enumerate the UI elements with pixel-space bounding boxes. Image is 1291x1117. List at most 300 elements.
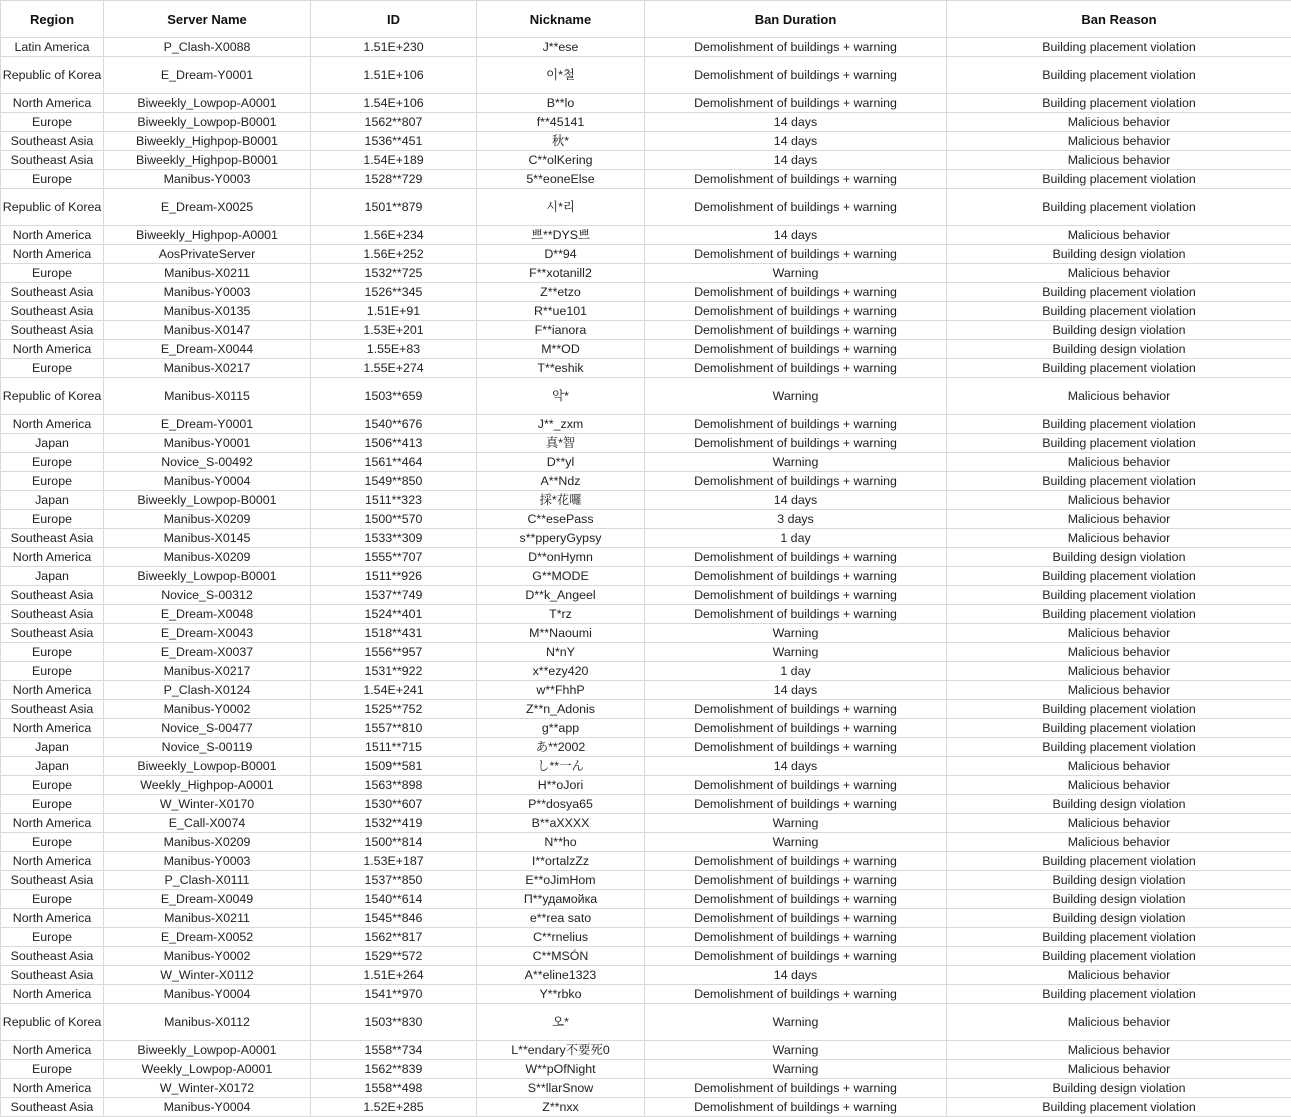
- table-row[interactable]: [1, 776, 1291, 795]
- ban-reason-cell[interactable]: Building design violation: [947, 909, 1291, 928]
- server-name-cell[interactable]: Manibus-Y0002: [104, 947, 311, 966]
- table-row[interactable]: [1, 302, 1291, 321]
- id-cell[interactable]: 1511**926: [311, 567, 477, 586]
- nickname-cell[interactable]: 5**eoneElse: [477, 170, 645, 189]
- id-cell[interactable]: 1.56E+252: [311, 245, 477, 264]
- ban-duration-cell[interactable]: Demolishment of buildings + warning: [645, 245, 947, 264]
- id-cell[interactable]: 1563**898: [311, 776, 477, 795]
- table-row[interactable]: [1, 510, 1291, 529]
- server-name-cell[interactable]: W_Winter-X0170: [104, 795, 311, 814]
- column-header-ban-reason[interactable]: Ban Reason: [947, 1, 1291, 38]
- id-cell[interactable]: 1531**922: [311, 662, 477, 681]
- ban-duration-cell[interactable]: Warning: [645, 833, 947, 852]
- id-cell[interactable]: 1509**581: [311, 757, 477, 776]
- nickname-cell[interactable]: w**FhhP: [477, 681, 645, 700]
- nickname-cell[interactable]: s**pperyGypsy: [477, 529, 645, 548]
- nickname-cell[interactable]: R**ue101: [477, 302, 645, 321]
- ban-reason-cell[interactable]: Malicious behavior: [947, 643, 1291, 662]
- nickname-cell[interactable]: Z**etzo: [477, 283, 645, 302]
- nickname-cell[interactable]: B**aXXXX: [477, 814, 645, 833]
- ban-reason-cell[interactable]: Malicious behavior: [947, 226, 1291, 245]
- region-cell[interactable]: North America: [1, 548, 104, 567]
- table-row[interactable]: [1, 662, 1291, 681]
- server-name-cell[interactable]: P_Clash-X0111: [104, 871, 311, 890]
- ban-reason-cell[interactable]: Malicious behavior: [947, 113, 1291, 132]
- ban-reason-cell[interactable]: Building design violation: [947, 548, 1291, 567]
- ban-duration-cell[interactable]: 14 days: [645, 966, 947, 985]
- region-cell[interactable]: Europe: [1, 472, 104, 491]
- nickname-cell[interactable]: あ**2002: [477, 738, 645, 757]
- ban-reason-cell[interactable]: Malicious behavior: [947, 132, 1291, 151]
- region-cell[interactable]: Southeast Asia: [1, 624, 104, 643]
- ban-duration-cell[interactable]: 3 days: [645, 510, 947, 529]
- nickname-cell[interactable]: S**llarSnow: [477, 1079, 645, 1098]
- ban-reason-cell[interactable]: Building design violation: [947, 890, 1291, 909]
- ban-reason-cell[interactable]: Building placement violation: [947, 719, 1291, 738]
- table-row[interactable]: [1, 738, 1291, 757]
- nickname-cell[interactable]: e**rea sato: [477, 909, 645, 928]
- nickname-cell[interactable]: f**45141: [477, 113, 645, 132]
- ban-reason-cell[interactable]: Malicious behavior: [947, 966, 1291, 985]
- ban-duration-cell[interactable]: Demolishment of buildings + warning: [645, 434, 947, 453]
- region-cell[interactable]: Europe: [1, 643, 104, 662]
- ban-duration-cell[interactable]: 1 day: [645, 529, 947, 548]
- nickname-cell[interactable]: M**Naoumi: [477, 624, 645, 643]
- ban-duration-cell[interactable]: 1 day: [645, 662, 947, 681]
- ban-reason-cell[interactable]: Building design violation: [947, 1079, 1291, 1098]
- id-cell[interactable]: 1537**749: [311, 586, 477, 605]
- ban-reason-cell[interactable]: Building placement violation: [947, 57, 1291, 94]
- region-cell[interactable]: North America: [1, 94, 104, 113]
- table-row[interactable]: [1, 453, 1291, 472]
- nickname-cell[interactable]: 採*花囉: [477, 491, 645, 510]
- nickname-cell[interactable]: D**onHymn: [477, 548, 645, 567]
- region-cell[interactable]: North America: [1, 1041, 104, 1060]
- server-name-cell[interactable]: E_Call-X0074: [104, 814, 311, 833]
- nickname-cell[interactable]: M**OD: [477, 340, 645, 359]
- ban-duration-cell[interactable]: Demolishment of buildings + warning: [645, 567, 947, 586]
- id-cell[interactable]: 1506**413: [311, 434, 477, 453]
- table-row[interactable]: [1, 719, 1291, 738]
- id-cell[interactable]: 1511**715: [311, 738, 477, 757]
- ban-duration-cell[interactable]: Demolishment of buildings + warning: [645, 38, 947, 57]
- region-cell[interactable]: Europe: [1, 170, 104, 189]
- nickname-cell[interactable]: 真*智: [477, 434, 645, 453]
- server-name-cell[interactable]: Biweekly_Lowpop-B0001: [104, 491, 311, 510]
- region-cell[interactable]: Southeast Asia: [1, 132, 104, 151]
- ban-reason-cell[interactable]: Building placement violation: [947, 738, 1291, 757]
- server-name-cell[interactable]: Biweekly_Lowpop-B0001: [104, 757, 311, 776]
- ban-reason-cell[interactable]: Building placement violation: [947, 1098, 1291, 1117]
- id-cell[interactable]: 1562**817: [311, 928, 477, 947]
- id-cell[interactable]: 1530**607: [311, 795, 477, 814]
- nickname-cell[interactable]: I**ortalzZz: [477, 852, 645, 871]
- table-row[interactable]: [1, 529, 1291, 548]
- region-cell[interactable]: North America: [1, 415, 104, 434]
- region-cell[interactable]: Southeast Asia: [1, 966, 104, 985]
- region-cell[interactable]: North America: [1, 681, 104, 700]
- ban-duration-cell[interactable]: Demolishment of buildings + warning: [645, 359, 947, 378]
- server-name-cell[interactable]: E_Dream-X0049: [104, 890, 311, 909]
- region-cell[interactable]: Republic of Korea: [1, 378, 104, 415]
- table-row[interactable]: [1, 890, 1291, 909]
- nickname-cell[interactable]: C**rnelius: [477, 928, 645, 947]
- server-name-cell[interactable]: Manibus-X0217: [104, 662, 311, 681]
- nickname-cell[interactable]: P**dosya65: [477, 795, 645, 814]
- server-name-cell[interactable]: Novice_S-00119: [104, 738, 311, 757]
- server-name-cell[interactable]: AosPrivateServer: [104, 245, 311, 264]
- nickname-cell[interactable]: 이*철: [477, 57, 645, 94]
- nickname-cell[interactable]: Z**nxx: [477, 1098, 645, 1117]
- id-cell[interactable]: 1511**323: [311, 491, 477, 510]
- region-cell[interactable]: Europe: [1, 264, 104, 283]
- nickname-cell[interactable]: G**MODE: [477, 567, 645, 586]
- ban-duration-cell[interactable]: Demolishment of buildings + warning: [645, 548, 947, 567]
- region-cell[interactable]: Republic of Korea: [1, 189, 104, 226]
- table-row[interactable]: [1, 1041, 1291, 1060]
- server-name-cell[interactable]: E_Dream-X0044: [104, 340, 311, 359]
- server-name-cell[interactable]: Manibus-Y0003: [104, 852, 311, 871]
- server-name-cell[interactable]: E_Dream-Y0001: [104, 57, 311, 94]
- ban-reason-cell[interactable]: Malicious behavior: [947, 814, 1291, 833]
- server-name-cell[interactable]: Biweekly_Lowpop-A0001: [104, 1041, 311, 1060]
- nickname-cell[interactable]: W**pOfNight: [477, 1060, 645, 1079]
- id-cell[interactable]: 1.54E+189: [311, 151, 477, 170]
- ban-duration-cell[interactable]: Warning: [645, 1060, 947, 1079]
- ban-duration-cell[interactable]: Demolishment of buildings + warning: [645, 321, 947, 340]
- id-cell[interactable]: 1.51E+230: [311, 38, 477, 57]
- ban-reason-cell[interactable]: Malicious behavior: [947, 1060, 1291, 1079]
- ban-reason-cell[interactable]: Building placement violation: [947, 852, 1291, 871]
- ban-reason-cell[interactable]: Malicious behavior: [947, 624, 1291, 643]
- ban-duration-cell[interactable]: Demolishment of buildings + warning: [645, 586, 947, 605]
- table-row[interactable]: [1, 681, 1291, 700]
- region-cell[interactable]: North America: [1, 245, 104, 264]
- server-name-cell[interactable]: E_Dream-X0043: [104, 624, 311, 643]
- ban-duration-cell[interactable]: Warning: [645, 453, 947, 472]
- server-name-cell[interactable]: Biweekly_Lowpop-B0001: [104, 113, 311, 132]
- id-cell[interactable]: 1.54E+241: [311, 681, 477, 700]
- id-cell[interactable]: 1532**725: [311, 264, 477, 283]
- table-row[interactable]: [1, 283, 1291, 302]
- ban-duration-cell[interactable]: Demolishment of buildings + warning: [645, 909, 947, 928]
- nickname-cell[interactable]: C**MSÓN: [477, 947, 645, 966]
- table-row[interactable]: [1, 624, 1291, 643]
- nickname-cell[interactable]: F**ianora: [477, 321, 645, 340]
- id-cell[interactable]: 1.53E+187: [311, 852, 477, 871]
- ban-duration-cell[interactable]: Demolishment of buildings + warning: [645, 947, 947, 966]
- region-cell[interactable]: Southeast Asia: [1, 1098, 104, 1117]
- table-row[interactable]: [1, 151, 1291, 170]
- table-row[interactable]: [1, 321, 1291, 340]
- region-cell[interactable]: Southeast Asia: [1, 283, 104, 302]
- nickname-cell[interactable]: T**eshik: [477, 359, 645, 378]
- nickname-cell[interactable]: N*nY: [477, 643, 645, 662]
- ban-duration-cell[interactable]: Warning: [645, 1041, 947, 1060]
- ban-duration-cell[interactable]: 14 days: [645, 151, 947, 170]
- ban-reason-cell[interactable]: Malicious behavior: [947, 453, 1291, 472]
- nickname-cell[interactable]: 오*: [477, 1004, 645, 1041]
- id-cell[interactable]: 1555**707: [311, 548, 477, 567]
- server-name-cell[interactable]: P_Clash-X0124: [104, 681, 311, 700]
- ban-duration-cell[interactable]: Demolishment of buildings + warning: [645, 340, 947, 359]
- ban-duration-cell[interactable]: 14 days: [645, 132, 947, 151]
- column-header-region[interactable]: Region: [1, 1, 104, 38]
- table-row[interactable]: [1, 605, 1291, 624]
- id-cell[interactable]: 1558**734: [311, 1041, 477, 1060]
- id-cell[interactable]: 1558**498: [311, 1079, 477, 1098]
- ban-duration-cell[interactable]: Demolishment of buildings + warning: [645, 170, 947, 189]
- region-cell[interactable]: Europe: [1, 833, 104, 852]
- id-cell[interactable]: 1.51E+91: [311, 302, 477, 321]
- ban-duration-cell[interactable]: Demolishment of buildings + warning: [645, 415, 947, 434]
- table-row[interactable]: [1, 94, 1291, 113]
- table-row[interactable]: [1, 132, 1291, 151]
- table-row[interactable]: [1, 472, 1291, 491]
- server-name-cell[interactable]: Manibus-Y0004: [104, 472, 311, 491]
- table-row[interactable]: [1, 852, 1291, 871]
- column-header-server-name[interactable]: Server Name: [104, 1, 311, 38]
- nickname-cell[interactable]: N**ho: [477, 833, 645, 852]
- id-cell[interactable]: 1525**752: [311, 700, 477, 719]
- id-cell[interactable]: 1529**572: [311, 947, 477, 966]
- region-cell[interactable]: Japan: [1, 434, 104, 453]
- table-row[interactable]: [1, 113, 1291, 132]
- ban-duration-cell[interactable]: 14 days: [645, 681, 947, 700]
- ban-duration-cell[interactable]: 14 days: [645, 113, 947, 132]
- region-cell[interactable]: Southeast Asia: [1, 586, 104, 605]
- ban-reason-cell[interactable]: Building placement violation: [947, 415, 1291, 434]
- id-cell[interactable]: 1562**807: [311, 113, 477, 132]
- ban-reason-cell[interactable]: Building placement violation: [947, 947, 1291, 966]
- nickname-cell[interactable]: Y**rbko: [477, 985, 645, 1004]
- server-name-cell[interactable]: Novice_S-00492: [104, 453, 311, 472]
- nickname-cell[interactable]: J**ese: [477, 38, 645, 57]
- ban-duration-cell[interactable]: Demolishment of buildings + warning: [645, 700, 947, 719]
- server-name-cell[interactable]: E_Dream-X0048: [104, 605, 311, 624]
- nickname-cell[interactable]: g**app: [477, 719, 645, 738]
- ban-reason-cell[interactable]: Building placement violation: [947, 170, 1291, 189]
- server-name-cell[interactable]: P_Clash-X0088: [104, 38, 311, 57]
- server-name-cell[interactable]: E_Dream-X0025: [104, 189, 311, 226]
- server-name-cell[interactable]: Manibus-X0211: [104, 909, 311, 928]
- table-row[interactable]: [1, 947, 1291, 966]
- server-name-cell[interactable]: E_Dream-Y0001: [104, 415, 311, 434]
- id-cell[interactable]: 1556**957: [311, 643, 477, 662]
- server-name-cell[interactable]: E_Dream-X0037: [104, 643, 311, 662]
- ban-duration-cell[interactable]: Demolishment of buildings + warning: [645, 283, 947, 302]
- server-name-cell[interactable]: W_Winter-X0112: [104, 966, 311, 985]
- region-cell[interactable]: North America: [1, 1079, 104, 1098]
- ban-reason-cell[interactable]: Building placement violation: [947, 567, 1291, 586]
- nickname-cell[interactable]: 秋*: [477, 132, 645, 151]
- server-name-cell[interactable]: Manibus-Y0004: [104, 985, 311, 1004]
- ban-reason-cell[interactable]: Building design violation: [947, 245, 1291, 264]
- ban-duration-cell[interactable]: Demolishment of buildings + warning: [645, 57, 947, 94]
- id-cell[interactable]: 1549**850: [311, 472, 477, 491]
- server-name-cell[interactable]: Biweekly_Highpop-A0001: [104, 226, 311, 245]
- region-cell[interactable]: North America: [1, 340, 104, 359]
- id-cell[interactable]: 1562**839: [311, 1060, 477, 1079]
- id-cell[interactable]: 1.51E+106: [311, 57, 477, 94]
- table-row[interactable]: [1, 1098, 1291, 1117]
- id-cell[interactable]: 1561**464: [311, 453, 477, 472]
- table-row[interactable]: [1, 814, 1291, 833]
- column-header-nickname[interactable]: Nickname: [477, 1, 645, 38]
- nickname-cell[interactable]: D**k_Angeel: [477, 586, 645, 605]
- region-cell[interactable]: Japan: [1, 567, 104, 586]
- ban-duration-cell[interactable]: Demolishment of buildings + warning: [645, 719, 947, 738]
- server-name-cell[interactable]: Manibus-X0209: [104, 833, 311, 852]
- ban-reason-cell[interactable]: Building placement violation: [947, 38, 1291, 57]
- nickname-cell[interactable]: E**oJimHom: [477, 871, 645, 890]
- table-row[interactable]: [1, 548, 1291, 567]
- ban-reason-cell[interactable]: Malicious behavior: [947, 491, 1291, 510]
- server-name-cell[interactable]: Biweekly_Lowpop-A0001: [104, 94, 311, 113]
- server-name-cell[interactable]: Manibus-Y0002: [104, 700, 311, 719]
- region-cell[interactable]: North America: [1, 909, 104, 928]
- region-cell[interactable]: Japan: [1, 738, 104, 757]
- table-row[interactable]: [1, 586, 1291, 605]
- ban-duration-cell[interactable]: Demolishment of buildings + warning: [645, 605, 947, 624]
- id-cell[interactable]: 1503**659: [311, 378, 477, 415]
- ban-reason-cell[interactable]: Malicious behavior: [947, 833, 1291, 852]
- id-cell[interactable]: 1518**431: [311, 624, 477, 643]
- region-cell[interactable]: Southeast Asia: [1, 529, 104, 548]
- table-row[interactable]: [1, 434, 1291, 453]
- ban-duration-cell[interactable]: Demolishment of buildings + warning: [645, 871, 947, 890]
- region-cell[interactable]: North America: [1, 719, 104, 738]
- ban-duration-cell[interactable]: Demolishment of buildings + warning: [645, 795, 947, 814]
- region-cell[interactable]: Europe: [1, 1060, 104, 1079]
- ban-reason-cell[interactable]: Malicious behavior: [947, 151, 1291, 170]
- id-cell[interactable]: 1528**729: [311, 170, 477, 189]
- table-row[interactable]: [1, 985, 1291, 1004]
- nickname-cell[interactable]: x**ezy420: [477, 662, 645, 681]
- id-cell[interactable]: 1540**614: [311, 890, 477, 909]
- region-cell[interactable]: Republic of Korea: [1, 57, 104, 94]
- server-name-cell[interactable]: Manibus-X0211: [104, 264, 311, 283]
- table-row[interactable]: [1, 245, 1291, 264]
- server-name-cell[interactable]: Weekly_Highpop-A0001: [104, 776, 311, 795]
- id-cell[interactable]: 1540**676: [311, 415, 477, 434]
- id-cell[interactable]: 1501**879: [311, 189, 477, 226]
- ban-reason-cell[interactable]: Building placement violation: [947, 700, 1291, 719]
- ban-reason-cell[interactable]: Malicious behavior: [947, 378, 1291, 415]
- server-name-cell[interactable]: Manibus-Y0004: [104, 1098, 311, 1117]
- nickname-cell[interactable]: A**Ndz: [477, 472, 645, 491]
- ban-duration-cell[interactable]: 14 days: [645, 226, 947, 245]
- id-cell[interactable]: 1.54E+106: [311, 94, 477, 113]
- server-name-cell[interactable]: Manibus-Y0003: [104, 170, 311, 189]
- nickname-cell[interactable]: П**удамойка: [477, 890, 645, 909]
- table-row[interactable]: [1, 795, 1291, 814]
- region-cell[interactable]: Europe: [1, 453, 104, 472]
- region-cell[interactable]: Japan: [1, 491, 104, 510]
- ban-duration-cell[interactable]: Warning: [645, 643, 947, 662]
- ban-duration-cell[interactable]: Warning: [645, 624, 947, 643]
- table-row[interactable]: [1, 57, 1291, 94]
- region-cell[interactable]: Europe: [1, 928, 104, 947]
- ban-duration-cell[interactable]: Demolishment of buildings + warning: [645, 890, 947, 909]
- table-row[interactable]: [1, 415, 1291, 434]
- id-cell[interactable]: 1532**419: [311, 814, 477, 833]
- server-name-cell[interactable]: Novice_S-00477: [104, 719, 311, 738]
- nickname-cell[interactable]: 악*: [477, 378, 645, 415]
- ban-duration-cell[interactable]: Warning: [645, 814, 947, 833]
- region-cell[interactable]: North America: [1, 226, 104, 245]
- ban-duration-cell[interactable]: Demolishment of buildings + warning: [645, 738, 947, 757]
- server-name-cell[interactable]: Novice_S-00312: [104, 586, 311, 605]
- region-cell[interactable]: Republic of Korea: [1, 1004, 104, 1041]
- ban-duration-cell[interactable]: 14 days: [645, 491, 947, 510]
- server-name-cell[interactable]: Manibus-Y0001: [104, 434, 311, 453]
- ban-reason-cell[interactable]: Building design violation: [947, 871, 1291, 890]
- nickname-cell[interactable]: 시*리: [477, 189, 645, 226]
- region-cell[interactable]: Japan: [1, 757, 104, 776]
- nickname-cell[interactable]: L**endary不要死0: [477, 1041, 645, 1060]
- nickname-cell[interactable]: F**xotanill2: [477, 264, 645, 283]
- id-cell[interactable]: 1557**810: [311, 719, 477, 738]
- ban-duration-cell[interactable]: Demolishment of buildings + warning: [645, 1079, 947, 1098]
- table-row[interactable]: [1, 359, 1291, 378]
- ban-reason-cell[interactable]: Building placement violation: [947, 283, 1291, 302]
- table-row[interactable]: [1, 38, 1291, 57]
- table-row[interactable]: [1, 700, 1291, 719]
- region-cell[interactable]: Europe: [1, 113, 104, 132]
- id-cell[interactable]: 1.55E+83: [311, 340, 477, 359]
- ban-reason-cell[interactable]: Malicious behavior: [947, 757, 1291, 776]
- ban-reason-cell[interactable]: Building design violation: [947, 795, 1291, 814]
- ban-duration-cell[interactable]: Demolishment of buildings + warning: [645, 302, 947, 321]
- table-row[interactable]: [1, 909, 1291, 928]
- id-cell[interactable]: 1.55E+274: [311, 359, 477, 378]
- ban-reason-cell[interactable]: Building placement violation: [947, 472, 1291, 491]
- region-cell[interactable]: Southeast Asia: [1, 151, 104, 170]
- id-cell[interactable]: 1537**850: [311, 871, 477, 890]
- server-name-cell[interactable]: Manibus-Y0003: [104, 283, 311, 302]
- ban-reason-cell[interactable]: Malicious behavior: [947, 264, 1291, 283]
- region-cell[interactable]: Europe: [1, 510, 104, 529]
- region-cell[interactable]: Southeast Asia: [1, 302, 104, 321]
- region-cell[interactable]: Southeast Asia: [1, 321, 104, 340]
- region-cell[interactable]: Southeast Asia: [1, 700, 104, 719]
- nickname-cell[interactable]: T*rz: [477, 605, 645, 624]
- table-row[interactable]: [1, 757, 1291, 776]
- ban-reason-cell[interactable]: Building placement violation: [947, 434, 1291, 453]
- table-row[interactable]: [1, 567, 1291, 586]
- ban-duration-cell[interactable]: Demolishment of buildings + warning: [645, 472, 947, 491]
- nickname-cell[interactable]: J**_zxm: [477, 415, 645, 434]
- ban-duration-cell[interactable]: Demolishment of buildings + warning: [645, 776, 947, 795]
- table-row[interactable]: [1, 1004, 1291, 1041]
- nickname-cell[interactable]: H**oJori: [477, 776, 645, 795]
- nickname-cell[interactable]: D**94: [477, 245, 645, 264]
- ban-duration-cell[interactable]: Warning: [645, 264, 947, 283]
- server-name-cell[interactable]: Manibus-X0209: [104, 510, 311, 529]
- server-name-cell[interactable]: W_Winter-X0172: [104, 1079, 311, 1098]
- server-name-cell[interactable]: Weekly_Lowpop-A0001: [104, 1060, 311, 1079]
- ban-reason-cell[interactable]: Building placement violation: [947, 586, 1291, 605]
- ban-duration-cell[interactable]: Demolishment of buildings + warning: [645, 189, 947, 226]
- server-name-cell[interactable]: Biweekly_Highpop-B0001: [104, 132, 311, 151]
- id-cell[interactable]: 1503**830: [311, 1004, 477, 1041]
- nickname-cell[interactable]: A**eline1323: [477, 966, 645, 985]
- table-row[interactable]: [1, 264, 1291, 283]
- ban-duration-cell[interactable]: Demolishment of buildings + warning: [645, 928, 947, 947]
- column-header-ban-duration[interactable]: Ban Duration: [645, 1, 947, 38]
- ban-reason-cell[interactable]: Malicious behavior: [947, 776, 1291, 795]
